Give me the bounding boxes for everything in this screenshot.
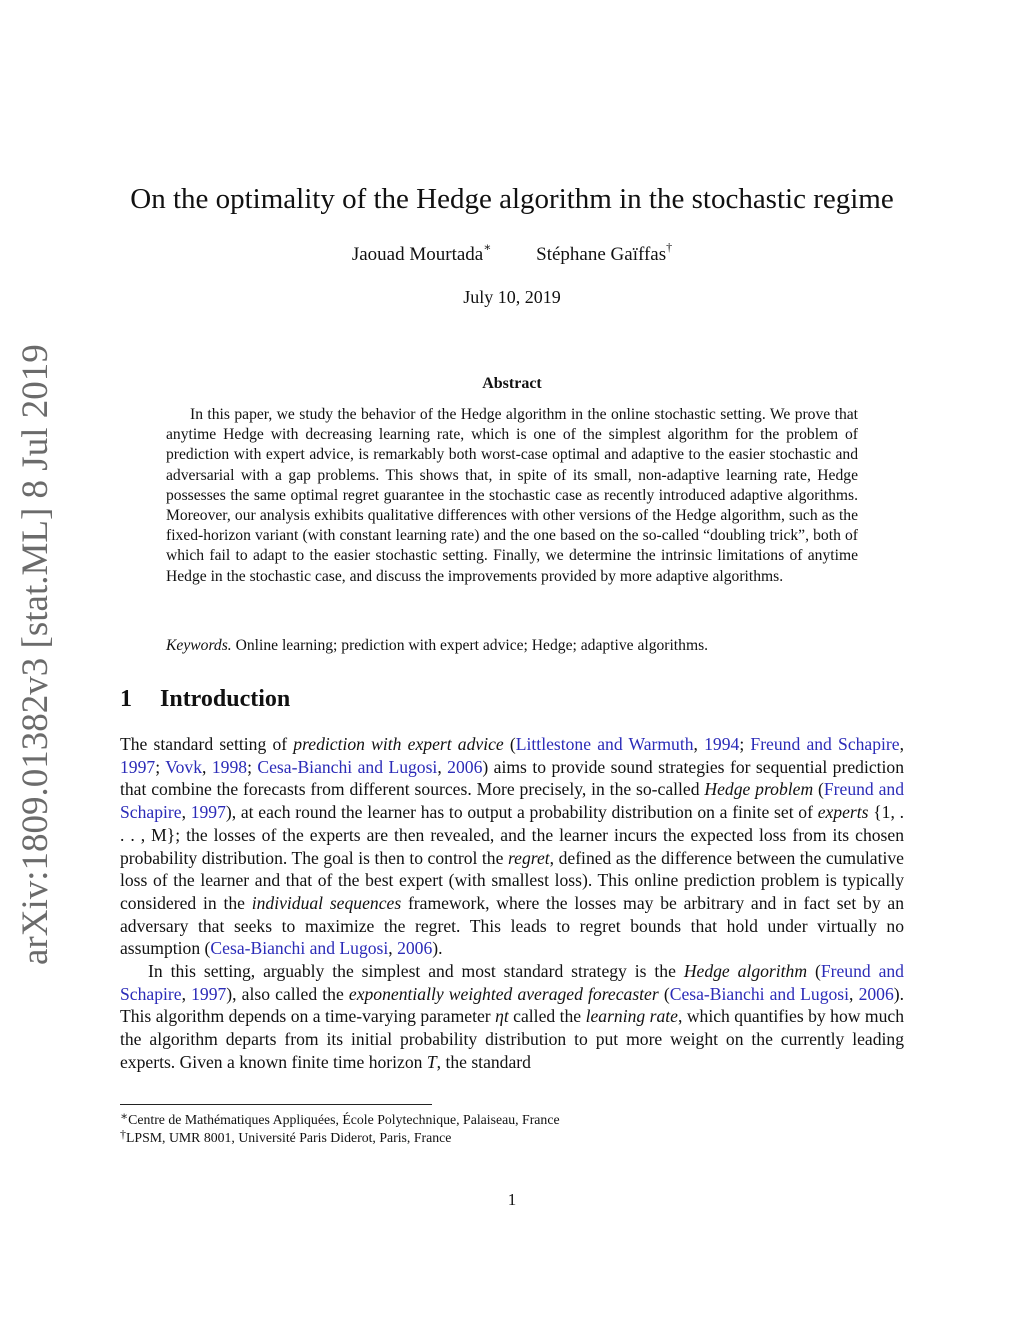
emphasis: exponentially weighted averaged forecaster bbox=[348, 983, 659, 1004]
text-run: ; bbox=[155, 756, 166, 777]
keywords-text: Online learning; prediction with expert advice; Hedge; adaptive algorithms. bbox=[235, 637, 709, 654]
text-run: {1, . . . , M}; the losses of the experts are then revealed, and the learner incurs the expected loss from its chosen probability distribution. The goal is then to control the bbox=[120, 802, 904, 868]
text-run: , bbox=[181, 802, 191, 823]
citation-link[interactable]: Freund and Schapire bbox=[120, 961, 904, 1004]
citation-link[interactable]: 2006 bbox=[858, 983, 894, 1004]
affiliation-mark: ∗ bbox=[483, 240, 492, 254]
emphasis: regret bbox=[507, 847, 550, 868]
text-run: , bbox=[388, 938, 398, 959]
text-run: ( bbox=[813, 779, 824, 800]
abstract-heading: Abstract bbox=[482, 375, 542, 392]
keywords bbox=[166, 636, 858, 656]
citation-link[interactable]: 2006 bbox=[397, 938, 433, 959]
text-run: , bbox=[849, 983, 859, 1004]
intro-body bbox=[120, 733, 904, 1074]
paper-title: On the optimality of the Hedge algorithm in the stochastic regime bbox=[130, 183, 894, 215]
author-2 bbox=[536, 240, 673, 266]
keywords-label: Keywords. bbox=[166, 637, 232, 654]
text-run: called the bbox=[508, 1006, 586, 1027]
text-run: ( bbox=[658, 983, 670, 1004]
emphasis: Hedge algorithm bbox=[683, 961, 808, 982]
text-run: ), also called the bbox=[226, 983, 349, 1004]
author-1 bbox=[351, 240, 492, 266]
text-run: , bbox=[693, 734, 705, 754]
citation-link[interactable]: 1997 bbox=[191, 983, 227, 1004]
text-run: ; bbox=[247, 756, 258, 777]
text-run: In this setting, arguably the simplest and most standard strategy is the bbox=[148, 961, 684, 982]
author-name: Jaouad Mourtada bbox=[351, 244, 484, 265]
page-number: 1 bbox=[507, 1190, 517, 1209]
citation-link[interactable]: Vovk bbox=[165, 756, 203, 777]
section-title: Introduction bbox=[160, 686, 291, 712]
emphasis: Hedge problem bbox=[704, 779, 814, 800]
text-run: ). bbox=[432, 938, 443, 959]
section-heading bbox=[120, 686, 290, 713]
paper-date: July 10, 2019 bbox=[463, 287, 561, 307]
abstract-text: In this paper, we study the behavior of the Hedge algorithm in the online stochastic setting. We prove that anytime Hedge with decreasing learning rate, which is one of the simplest algorithm for the problem of prediction with expert advice, is remarkably both worst-case optimal and adaptive to the easier stochastic and adversarial with a gap problems. This shows that, in spite of its small, non-adaptive learning rate, Hedge possesses the same optimal regret guarantee in the stochastic case as recently introduced adaptive algorithms. Moreover, our analysis exhibits qualitative differences with other versions of the Hedge algorithm, such as the fixed-horizon variant (with constant learning rate) and the one based on the so-called “doubling trick”, both of which fail to adapt to the easier stochastic setting. Finally, we determine the intrinsic limitations of anytime Hedge in the stochastic case, and discuss the improvements provided by more adaptive algorithms. bbox=[166, 406, 858, 585]
author-name: Stéphane Gaïffas bbox=[536, 244, 667, 265]
emphasis: prediction with expert advice bbox=[293, 734, 504, 754]
text-run: , bbox=[437, 756, 448, 777]
text-run: ( bbox=[807, 961, 821, 982]
footnote-1 bbox=[120, 1111, 560, 1129]
citation-link[interactable]: Littlestone and Warmuth bbox=[515, 734, 694, 754]
text-run: , defined as the difference between the cumulative loss of the learner and that of the best expert (with smallest loss). This online prediction problem is typically considered in the bbox=[120, 847, 904, 913]
text-run: , the standard bbox=[436, 1051, 531, 1072]
emphasis: learning rate bbox=[585, 1006, 678, 1027]
citation-link[interactable]: 1997 bbox=[190, 802, 226, 823]
text-run: ). This algorithm depends on a time-varying parameter bbox=[120, 983, 905, 1027]
text-run: ) aims to provide sound strategies for sequential prediction that combine the forecasts from different sources. More precisely, in the so-called bbox=[120, 756, 905, 800]
footnote-mark: † bbox=[120, 1127, 126, 1141]
text-run: , bbox=[899, 734, 904, 754]
abstract-body bbox=[166, 405, 858, 587]
arxiv-identifier: arXiv:1809.01382v3 [stat.ML] 8 Jul 2019 bbox=[15, 344, 56, 965]
citation-link[interactable]: Cesa-Bianchi and Lugosi bbox=[210, 938, 389, 959]
intro-paragraph-2 bbox=[120, 960, 904, 1074]
math-symbol: T bbox=[426, 1051, 437, 1072]
citation-link[interactable]: 1998 bbox=[211, 756, 248, 777]
section-number: 1 bbox=[120, 686, 132, 712]
intro-paragraph-1 bbox=[120, 733, 904, 960]
footnote-text: LPSM, UMR 8001, Université Paris Diderot, Paris, France bbox=[126, 1130, 452, 1145]
text-run: framework, where the losses may be arbitrary and in fact set by an adversary that seeks to maximize the regret. This leads to regret bounds that hold under virtually no assumption ( bbox=[120, 892, 904, 959]
text-run: , bbox=[181, 983, 192, 1004]
footnote-mark: ∗ bbox=[120, 1109, 129, 1123]
text-run: ; bbox=[739, 734, 751, 754]
footnote-2 bbox=[120, 1129, 451, 1147]
text-run: ), at each round the learner has to output a probability distribution on a finite set of bbox=[225, 802, 818, 823]
citation-link[interactable]: 1994 bbox=[704, 734, 740, 754]
math-symbol: ηt bbox=[495, 1006, 509, 1027]
citation-link[interactable]: Cesa-Bianchi and Lugosi bbox=[669, 983, 850, 1004]
text-run: , bbox=[202, 756, 212, 777]
citation-link[interactable]: 1997 bbox=[120, 756, 156, 777]
citation-link[interactable]: Cesa-Bianchi and Lugosi bbox=[257, 756, 438, 777]
footnote-text: Centre de Mathématiques Appliquées, École Polytechnique, Palaiseau, France bbox=[128, 1112, 560, 1127]
citation-link[interactable]: Freund and Schapire bbox=[120, 779, 904, 823]
citation-link[interactable]: Freund and Schapire bbox=[750, 734, 900, 754]
affiliation-mark: † bbox=[666, 240, 673, 254]
text-run: , which quantifies by how much the algorithm departs from its initial probability distribution to put more weight on the currently leading experts. Given a known finite time horizon bbox=[120, 1006, 905, 1072]
footnote-rule bbox=[120, 1104, 432, 1105]
citation-link[interactable]: 2006 bbox=[447, 756, 483, 777]
emphasis: experts bbox=[817, 802, 869, 823]
text-run: ( bbox=[503, 734, 516, 754]
author-list bbox=[0, 240, 1024, 266]
text-run: The standard setting of bbox=[120, 734, 294, 754]
emphasis: individual sequences bbox=[251, 892, 402, 913]
